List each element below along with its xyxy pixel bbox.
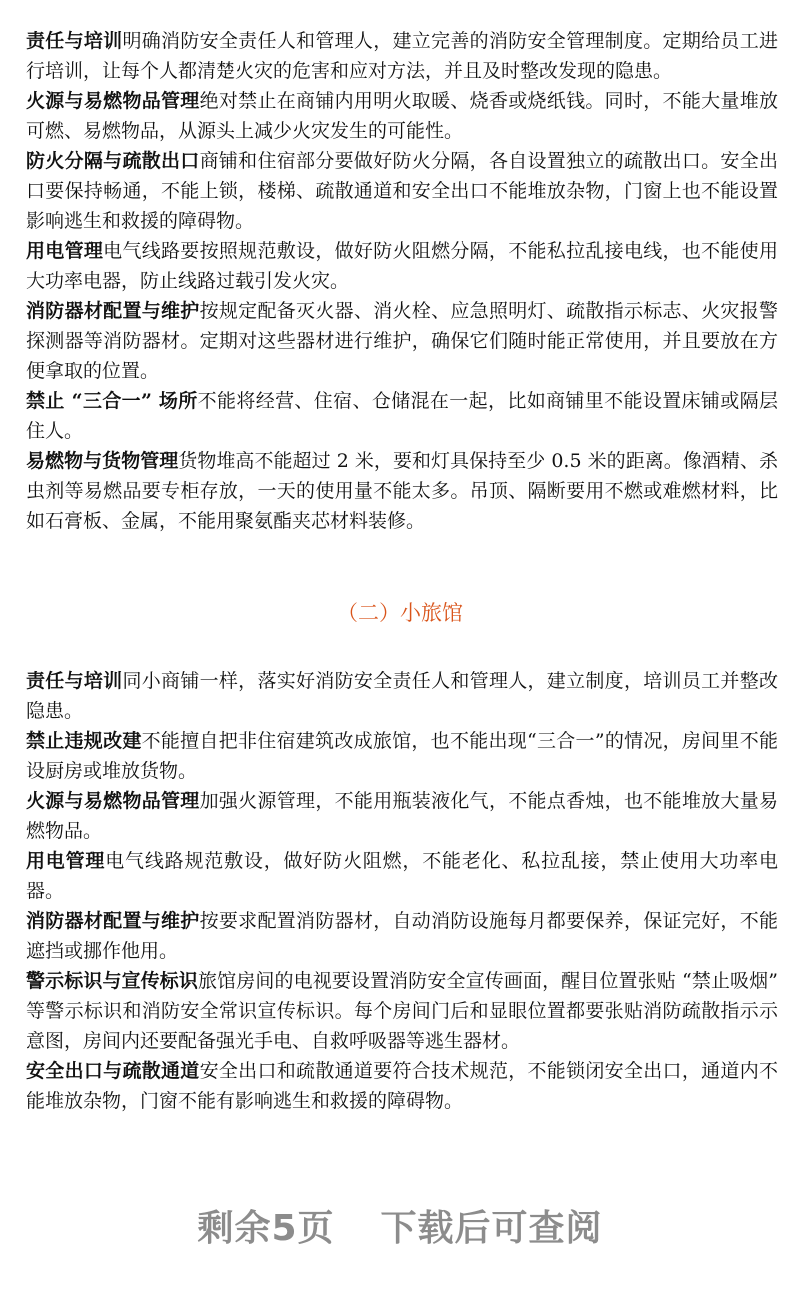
rule-paragraph bbox=[26, 146, 778, 236]
rule-term: 责任与培训 bbox=[26, 670, 123, 692]
rule-term: 用电管理 bbox=[26, 240, 104, 262]
rule-text: 绝对禁止在商铺内用明火取暖、烧香或烧纸钱。同时，不能大量堆放可燃、易燃物品，从源头上减少火灾发生的可能性。 bbox=[26, 90, 778, 142]
hotel-rules-section bbox=[26, 666, 778, 1116]
rule-paragraph bbox=[26, 666, 778, 726]
section-heading: （二）小旅馆 bbox=[337, 601, 463, 625]
rule-text: 同小商铺一样，落实好消防安全责任人和管理人，建立制度，培训员工并整改隐患。 bbox=[26, 670, 778, 722]
rule-text: 电气线路要按照规范敷设，做好防火阻燃分隔，不能私拉乱接电线，也不能使用大功率电器，防止线路过载引发火灾。 bbox=[26, 240, 778, 292]
remaining-pages-label: 剩余5页 bbox=[197, 1208, 335, 1249]
rule-term: 消防器材配置与维护 bbox=[26, 910, 200, 932]
rule-term: 禁止 “三合一” 场所 bbox=[26, 390, 198, 412]
rule-paragraph bbox=[26, 386, 778, 446]
rule-paragraph bbox=[26, 86, 778, 146]
rule-paragraph bbox=[26, 966, 778, 1056]
rule-term: 警示标识与宣传标识 bbox=[26, 970, 199, 992]
rule-term: 易燃物与货物管理 bbox=[26, 450, 179, 472]
rule-paragraph bbox=[26, 906, 778, 966]
rule-text: 按规定配备灭火器、消火栓、应急照明灯、疏散指示标志、火灾报警探测器等消防器材。定期对这些器材进行维护，确保它们随时能正常使用，并且要放在方便拿取的位置。 bbox=[26, 300, 778, 382]
rule-term: 责任与培训 bbox=[26, 30, 123, 52]
rule-text: 商铺和住宿部分要做好防火分隔，各自设置独立的疏散出口。安全出口要保持畅通，不能上锁，楼梯、疏散通道和安全出口不能堆放杂物，门窗上也不能设置影响逃生和救援的障碍物。 bbox=[26, 150, 778, 232]
rule-paragraph bbox=[26, 846, 778, 906]
rule-term: 防火分隔与疏散出口 bbox=[26, 150, 200, 172]
shop-rules-section bbox=[26, 26, 778, 536]
rule-text: 安全出口和疏散通道要符合技术规范，不能锁闭安全出口，通道内不能堆放杂物，门窗不能有影响逃生和救援的障碍物。 bbox=[26, 1060, 778, 1112]
rule-term: 安全出口与疏散通道 bbox=[26, 1060, 200, 1082]
rule-term: 消防器材配置与维护 bbox=[26, 300, 200, 322]
rule-paragraph bbox=[26, 236, 778, 296]
rule-term: 用电管理 bbox=[26, 850, 106, 872]
rule-paragraph bbox=[26, 726, 778, 786]
rule-text: 不能将经营、住宿、仓储混在一起，比如商铺里不能设置床铺或隔层住人。 bbox=[26, 390, 778, 442]
rule-paragraph bbox=[26, 296, 778, 386]
rule-text: 按要求配置消防器材，自动消防设施每月都要保养，保证完好，不能遮挡或挪作他用。 bbox=[26, 910, 778, 962]
rule-paragraph bbox=[26, 26, 778, 86]
rule-text: 不能擅自把非住宿建筑改成旅馆，也不能出现“三合一”的情况，房间里不能设厨房或堆放货物。 bbox=[26, 730, 778, 782]
rule-paragraph bbox=[26, 786, 778, 846]
download-prompt[interactable] bbox=[0, 1206, 800, 1252]
rule-term: 火源与易燃物品管理 bbox=[26, 90, 200, 112]
rule-term: 火源与易燃物品管理 bbox=[26, 790, 200, 812]
rule-text: 明确消防安全责任人和管理人，建立完善的消防安全管理制度。定期给员工进行培训，让每个人都清楚火灾的危害和应对方法，并且及时整改发现的隐患。 bbox=[26, 30, 778, 82]
download-hint-label: 下载后可查阅 bbox=[380, 1208, 603, 1249]
rule-paragraph bbox=[26, 1056, 778, 1116]
rule-text: 加强火源管理，不能用瓶装液化气，不能点香烛，也不能堆放大量易燃物品。 bbox=[26, 790, 778, 842]
rule-text: 旅馆房间的电视要设置消防安全宣传画面，醒目位置张贴 “禁止吸烟” 等警示标识和消防安全常识宣传标识。每个房间门后和显眼位置都要张贴消防疏散指示示意图，房间内还要配备强光手电、自救呼吸器等逃生器材。 bbox=[26, 970, 778, 1052]
rule-text: 电气线路规范敷设，做好防火阻燃，不能老化、私拉乱接，禁止使用大功率电器。 bbox=[26, 850, 778, 902]
rule-term: 禁止违规改建 bbox=[26, 730, 142, 752]
rule-text: 货物堆高不能超过 2 米，要和灯具保持至少 0.5 米的距离。像酒精、杀虫剂等易燃品要专柜存放，一天的使用量不能太多。吊顶、隔断要用不燃或难燃材料，比如石膏板、金属，不能用聚氨酯夹芯材料装修。 bbox=[26, 450, 778, 532]
rule-paragraph bbox=[26, 446, 778, 536]
